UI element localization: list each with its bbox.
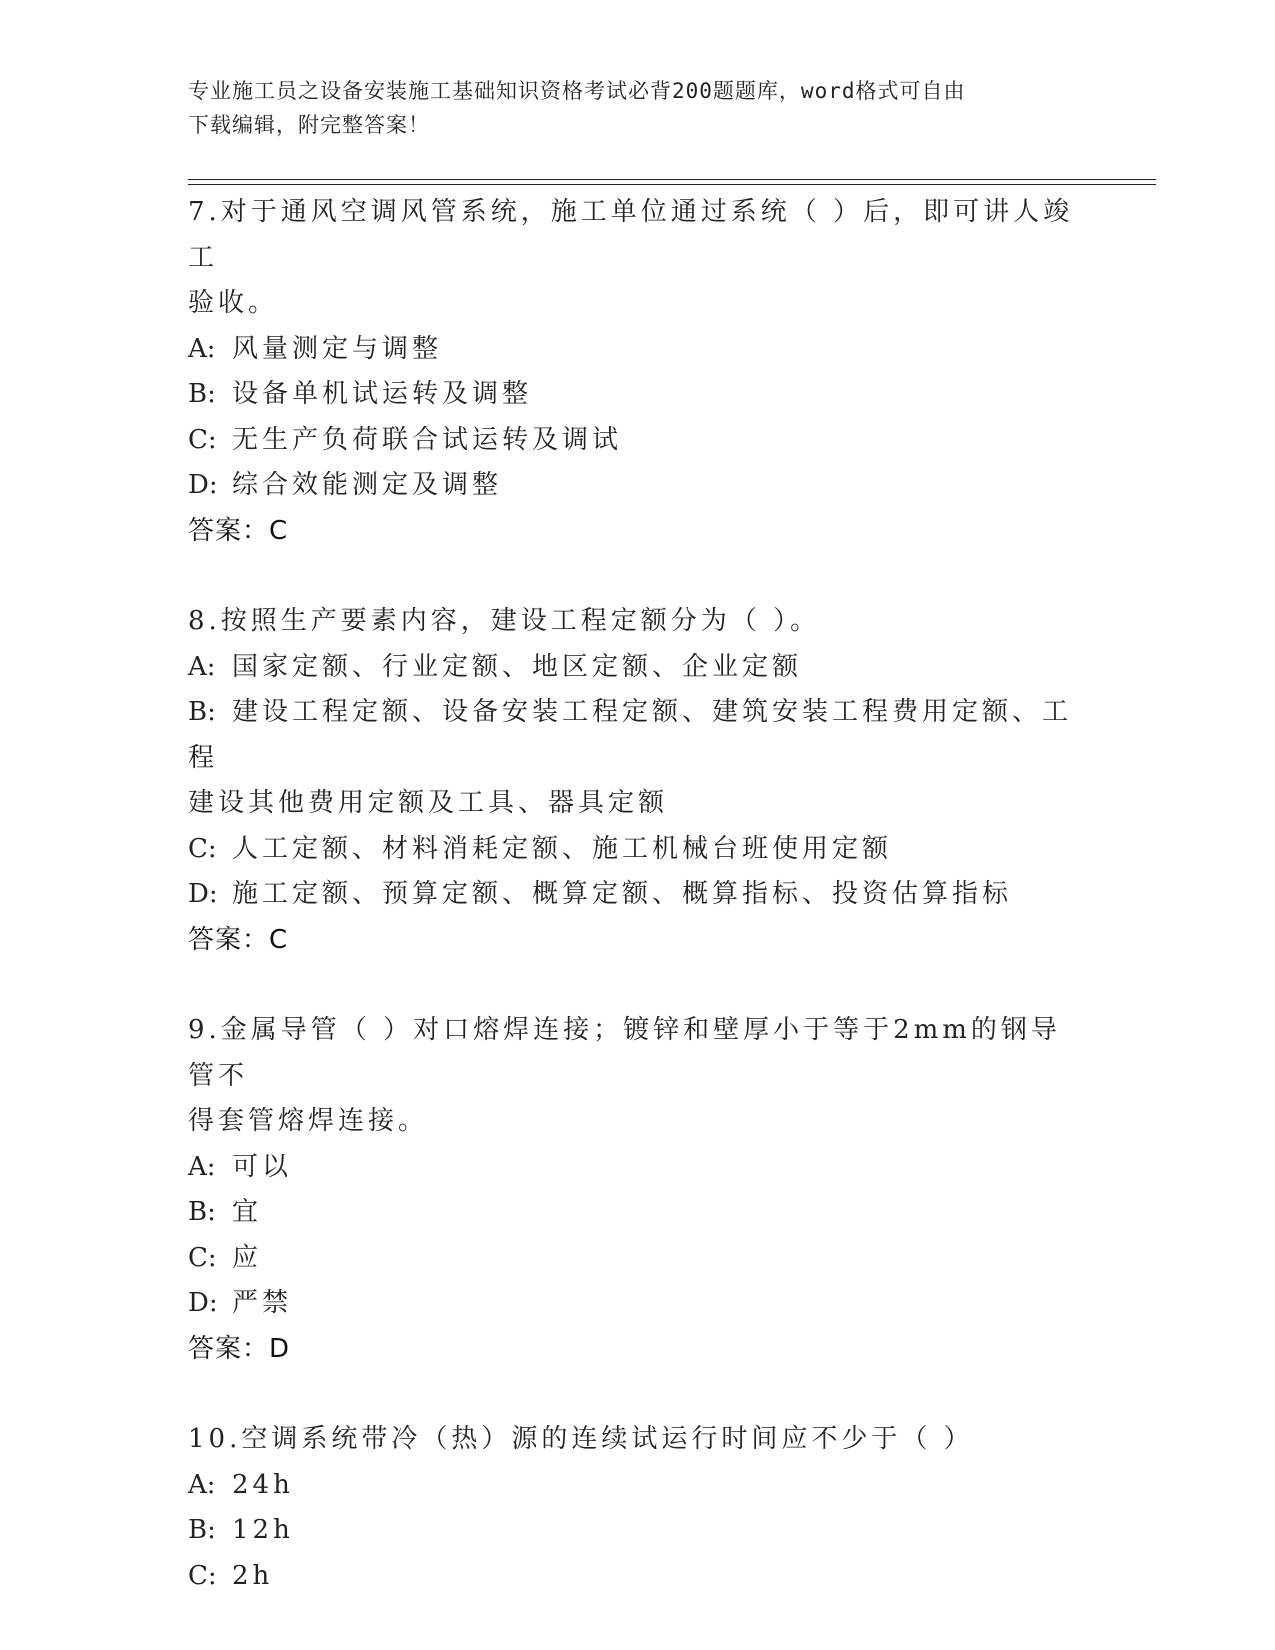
option-key: B: <box>188 1515 216 1545</box>
option-c <box>188 1236 1088 1282</box>
option-text: 12h <box>232 1515 294 1545</box>
header-line-2: 下载编辑，附完整答案！ <box>188 113 430 137</box>
option-key: B: <box>188 697 216 727</box>
option-text: 严禁 <box>232 1288 293 1318</box>
option-a <box>188 645 1088 691</box>
option-key: D: <box>188 1288 218 1318</box>
question-stem: 10.空调系统带冷（热）源的连续试运行时间应不少于（ ） <box>188 1424 974 1454</box>
option-b <box>188 1190 1088 1236</box>
option-b <box>188 1508 1088 1554</box>
option-text: 建设工程定额、设备安装工程定额、建筑安装工程费用定额、工程 <box>188 697 1073 773</box>
option-key: C: <box>188 1560 217 1591</box>
option-text: 2h <box>232 1560 274 1591</box>
option-text: 风量测定与调整 <box>232 333 443 364</box>
option-a <box>188 1145 1088 1191</box>
option-b <box>188 372 1088 418</box>
question-stem: 8.按照生产要素内容，建设工程定额分为（ ）。 <box>188 606 821 636</box>
option-a <box>188 1463 1088 1509</box>
option-key: A: <box>188 651 216 682</box>
option-b-continued: 建设其他费用定额及工具、器具定额 <box>188 788 669 818</box>
question-stem-continued: 验收。 <box>188 288 279 318</box>
question-list <box>188 190 1088 1644</box>
header-line-1: 专业施工员之设备安装施工基础知识资格考试必背200题题库，word格式可自由 <box>188 79 966 103</box>
option-text: 综合效能测定及调整 <box>232 470 503 500</box>
question-stem: 7.对于通风空调风管系统，施工单位通过系统（ ）后，即可讲人竣工 <box>188 197 1074 273</box>
option-text: 宜 <box>232 1197 263 1227</box>
answer-line: 答案：D <box>188 1333 291 1364</box>
option-c <box>188 1554 1088 1600</box>
question-10 <box>188 1417 1088 1599</box>
option-key: C: <box>188 1242 217 1273</box>
header-divider-bottom <box>188 184 1156 185</box>
option-text: 应 <box>232 1242 263 1273</box>
header-divider-top <box>188 179 1156 180</box>
option-d <box>188 1281 1088 1327</box>
option-text: 施工定额、预算定额、概算定额、概算指标、投资估算指标 <box>232 879 1013 909</box>
question-7 <box>188 190 1088 554</box>
option-key: A: <box>188 333 216 364</box>
option-b <box>188 690 1088 781</box>
option-a <box>188 327 1088 373</box>
option-key: A: <box>188 1151 216 1182</box>
option-key: B: <box>188 1197 216 1227</box>
option-key: C: <box>188 833 217 864</box>
option-text: 设备单机试运转及调整 <box>232 379 533 409</box>
option-text: 人工定额、材料消耗定额、施工机械台班使用定额 <box>232 833 893 864</box>
question-8 <box>188 599 1088 963</box>
option-text: 国家定额、行业定额、地区定额、企业定额 <box>232 651 803 682</box>
option-key: C: <box>188 424 217 455</box>
option-c <box>188 827 1088 873</box>
answer-line: 答案：C <box>188 515 289 546</box>
answer-line: 答案：C <box>188 924 289 955</box>
question-stem-continued: 得套管熔焊连接。 <box>188 1106 429 1136</box>
option-text: 可以 <box>232 1151 293 1182</box>
option-key: B: <box>188 379 216 409</box>
document-header <box>188 74 1068 142</box>
option-key: D: <box>188 879 218 909</box>
option-c <box>188 418 1088 464</box>
option-d <box>188 463 1088 509</box>
option-d <box>188 872 1088 918</box>
option-text: 无生产负荷联合试运转及调试 <box>232 424 623 455</box>
option-text: 24h <box>232 1469 294 1500</box>
question-9 <box>188 1008 1088 1372</box>
option-key: D: <box>188 470 218 500</box>
option-key: A: <box>188 1469 216 1500</box>
question-stem: 9.金属导管（ ）对口熔焊连接；镀锌和壁厚小于等于2mm的钢导管不 <box>188 1015 1061 1091</box>
